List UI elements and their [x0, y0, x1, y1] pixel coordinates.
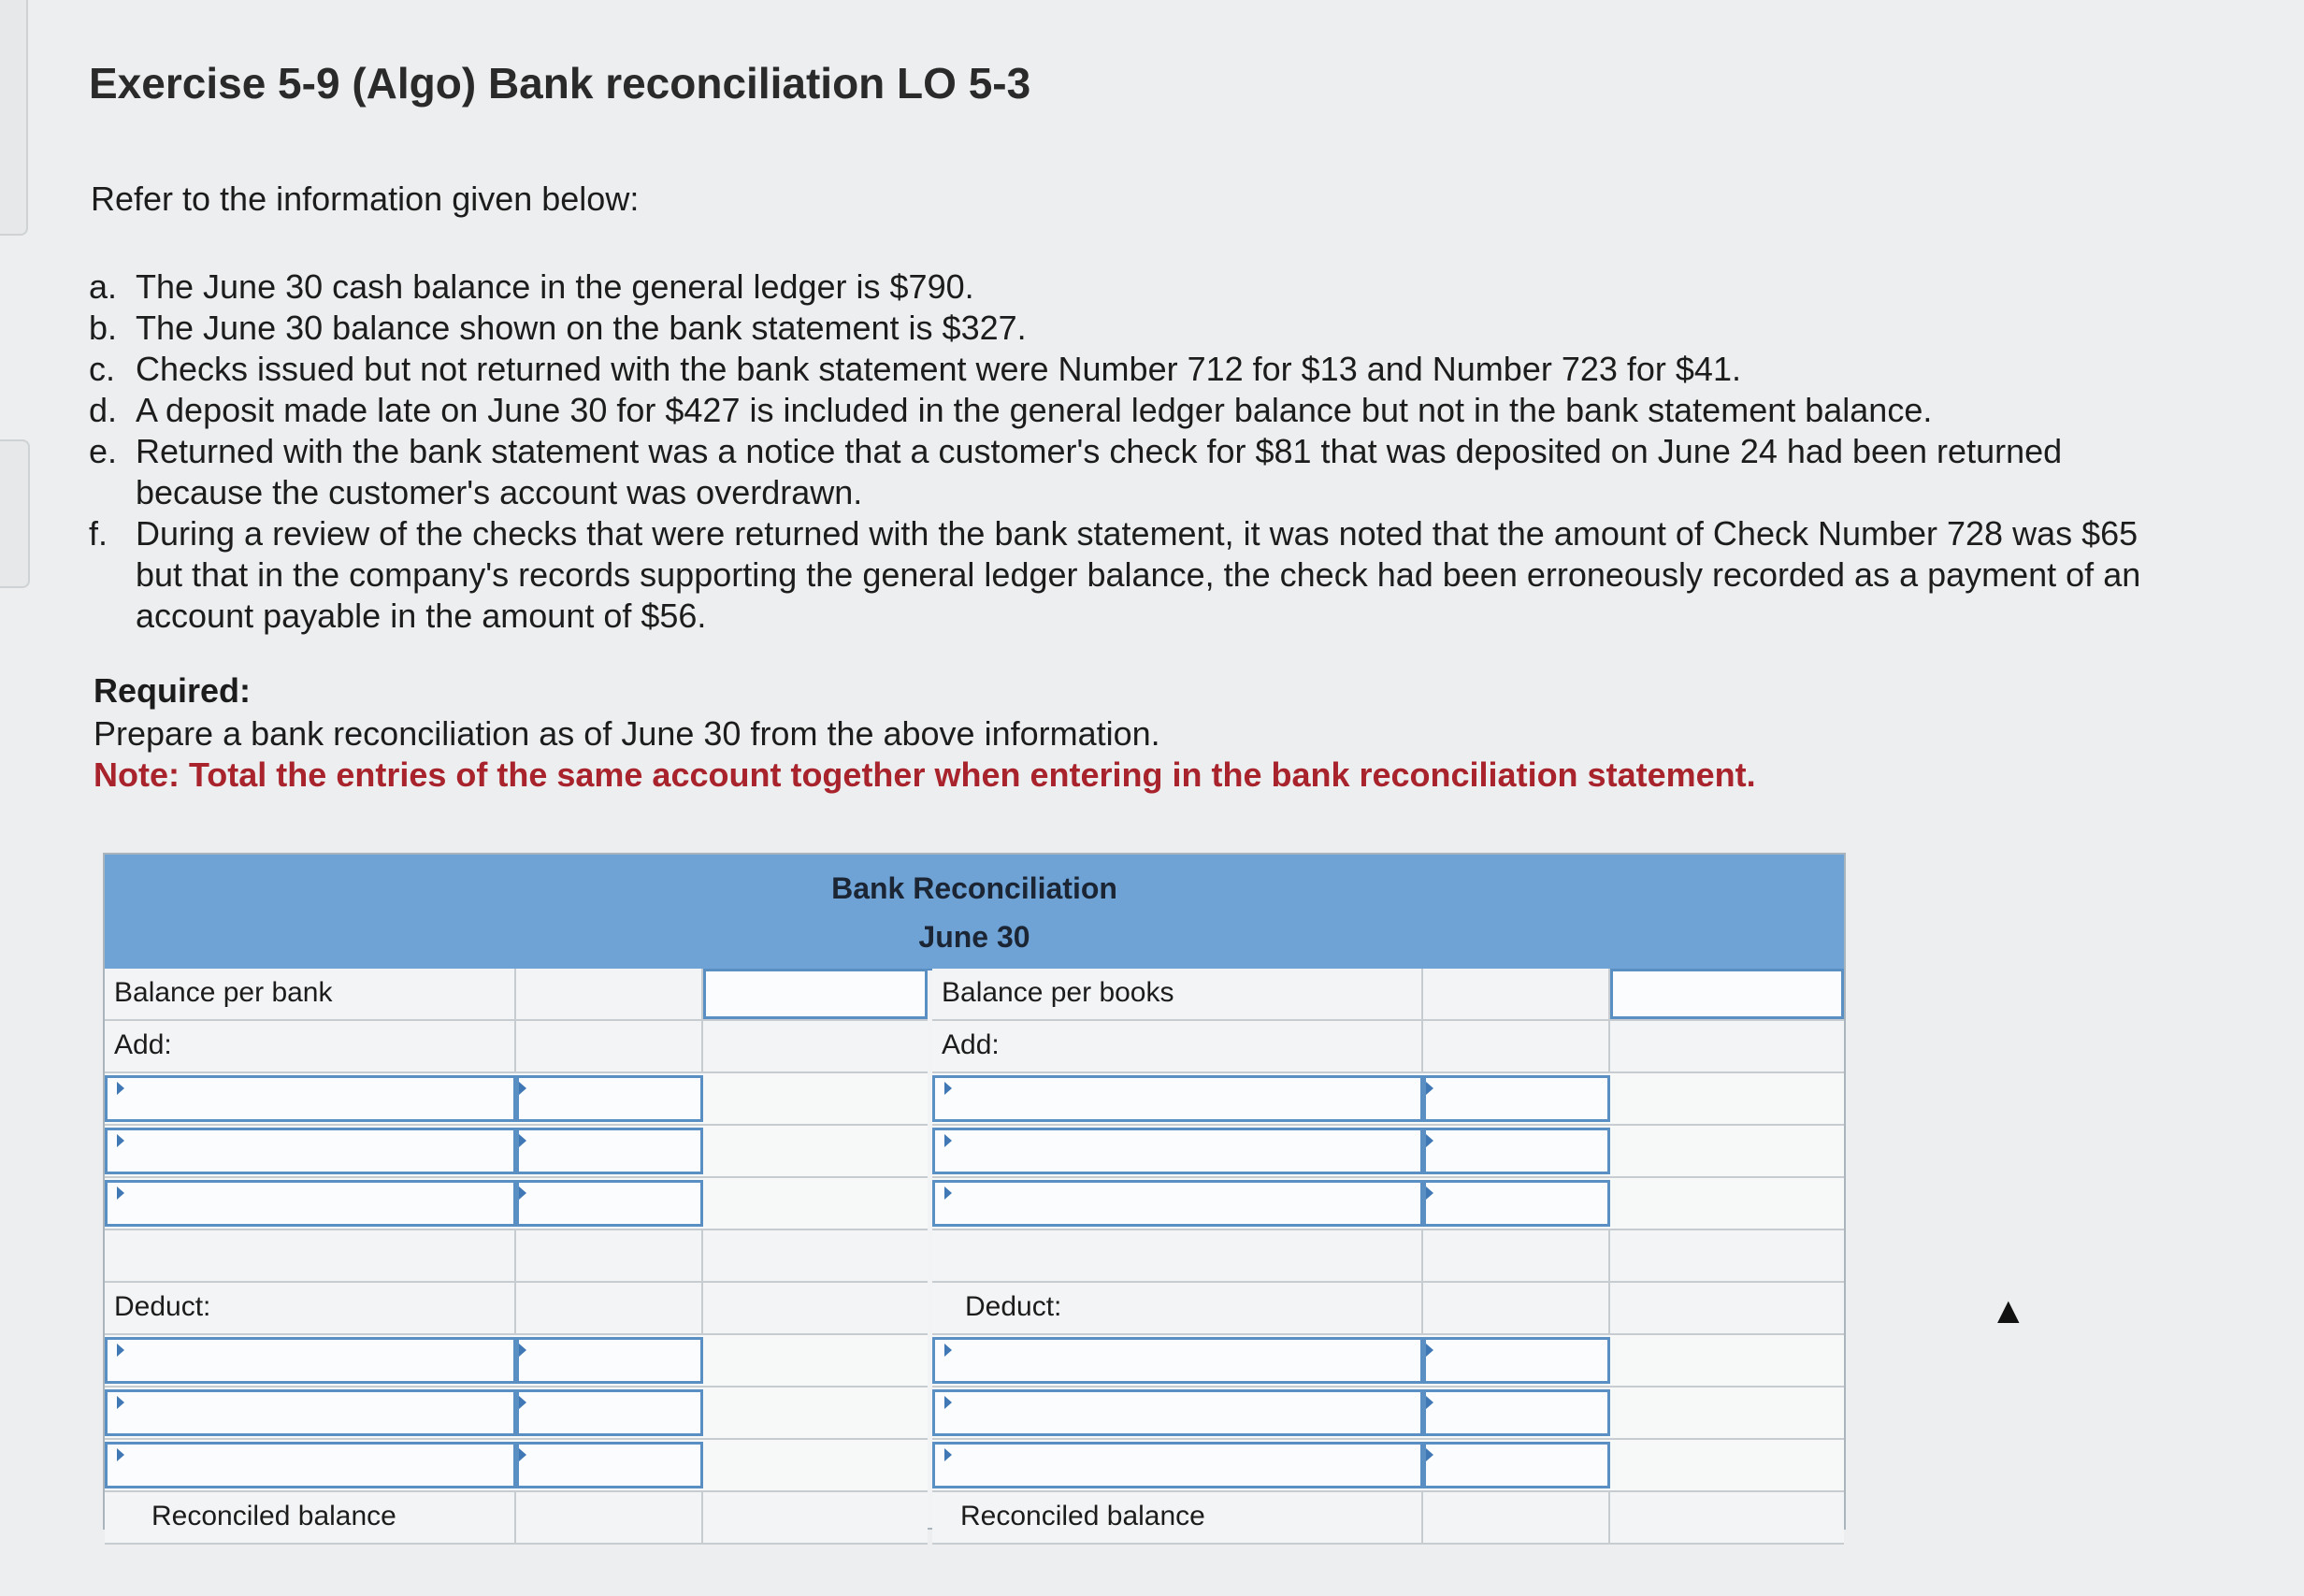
- amount-cell: [516, 969, 703, 1019]
- dropdown-marker-icon: [117, 1396, 124, 1409]
- input-marker-icon: [519, 1448, 526, 1461]
- dropdown-marker-icon: [117, 1344, 124, 1357]
- input-marker-icon: [1426, 1082, 1433, 1095]
- add-row: [105, 1021, 928, 1073]
- item-text: Checks issued but not returned with the bank statement were Number 712 for $13 and Number 723 for $41.: [136, 350, 1741, 388]
- item-letter: e.: [89, 432, 118, 470]
- add-label: Add:: [932, 1021, 1423, 1071]
- amount-cell: [1610, 1178, 1844, 1229]
- input-marker-icon: [519, 1186, 526, 1200]
- amount-cell: [1610, 1283, 1844, 1333]
- amount-cell: [516, 1492, 703, 1543]
- page-title: Exercise 5-9 (Algo) Bank reconciliation LO 5-3: [89, 59, 1031, 108]
- bank-deduct-description-select[interactable]: [105, 1442, 516, 1488]
- book-add-description-select[interactable]: [932, 1128, 1423, 1174]
- item-letter: d.: [89, 391, 118, 429]
- input-marker-icon: [519, 1396, 526, 1409]
- list-item: [89, 349, 2193, 390]
- item-text: Returned with the bank statement was a notice that a customer's check for $81 that was deposited on June 24 had been returned because the customer's account was overdrawn.: [136, 432, 2063, 511]
- bank-deduct-amount-input[interactable]: [516, 1442, 703, 1488]
- required-note: Note: Total the entries of the same account together when entering in the bank reconciliation statement.: [94, 755, 1756, 794]
- amount-cell: [1610, 1126, 1844, 1176]
- book-deduct-description-select[interactable]: [932, 1389, 1423, 1436]
- amount-cell: [703, 1021, 928, 1071]
- dropdown-marker-icon: [117, 1186, 124, 1200]
- deduct-row: [105, 1283, 928, 1335]
- item-letter: b.: [89, 309, 118, 347]
- bank-side: [105, 969, 928, 1545]
- bank-add-description-select[interactable]: [105, 1180, 516, 1227]
- book-add-entry-row: [932, 1178, 1844, 1230]
- dropdown-marker-icon: [944, 1082, 952, 1095]
- deduct-row: [932, 1283, 1844, 1335]
- book-deduct-amount-input[interactable]: [1423, 1442, 1610, 1488]
- dropdown-marker-icon: [117, 1448, 124, 1461]
- balance-per-books-input[interactable]: [1610, 969, 1844, 1019]
- amount-cell: [703, 1126, 928, 1176]
- amount-cell: [703, 1335, 928, 1386]
- add-label: Add:: [105, 1021, 516, 1071]
- deduct-label: Deduct:: [932, 1283, 1423, 1333]
- item-text: The June 30 cash balance in the general ledger is $790.: [136, 267, 974, 306]
- dropdown-marker-icon: [944, 1344, 952, 1357]
- amount-cell: [703, 1440, 928, 1490]
- amount-cell: [516, 1283, 703, 1333]
- amount-cell: [1423, 1492, 1610, 1543]
- bank-deduct-amount-input[interactable]: [516, 1389, 703, 1436]
- bank-add-entry-row: [105, 1126, 928, 1178]
- deduct-label: Deduct:: [105, 1283, 516, 1333]
- bank-add-description-select[interactable]: [105, 1075, 516, 1122]
- balance-per-books-row: [932, 969, 1844, 1021]
- list-item: [89, 431, 2193, 513]
- amount-cell: [1610, 1335, 1844, 1386]
- side-panel-edge-lower: [0, 439, 30, 588]
- balance-per-bank-row: [105, 969, 928, 1021]
- amount-cell: [1610, 1021, 1844, 1071]
- book-deduct-entry-row: [932, 1440, 1844, 1492]
- side-panel-edge: [0, 0, 28, 236]
- input-marker-icon: [519, 1082, 526, 1095]
- add-row: [932, 1021, 1844, 1073]
- amount-cell: [703, 1283, 928, 1333]
- balance-per-bank-label: Balance per bank: [105, 969, 516, 1019]
- book-add-description-select[interactable]: [932, 1075, 1423, 1122]
- book-add-total-row: [932, 1230, 1844, 1283]
- amount-cell: [703, 1178, 928, 1229]
- bank-add-description-select[interactable]: [105, 1128, 516, 1174]
- dropdown-marker-icon: [944, 1396, 952, 1409]
- intro-text: Refer to the information given below:: [91, 180, 640, 218]
- dropdown-marker-icon: [944, 1186, 952, 1200]
- book-add-description-select[interactable]: [932, 1180, 1423, 1227]
- item-text: The June 30 balance shown on the bank statement is $327.: [136, 309, 1027, 347]
- book-deduct-amount-input[interactable]: [1423, 1389, 1610, 1436]
- item-text: A deposit made late on June 30 for $427 is included in the general ledger balance but not in the bank statement balance.: [136, 391, 1933, 429]
- bank-add-entry-row: [105, 1073, 928, 1126]
- table-date: June 30: [918, 920, 1030, 954]
- bank-add-amount-input[interactable]: [516, 1075, 703, 1122]
- dropdown-marker-icon: [117, 1134, 124, 1147]
- input-marker-icon: [1426, 1134, 1433, 1147]
- amount-cell: [1423, 969, 1610, 1019]
- bank-add-total-input[interactable]: [703, 1230, 928, 1281]
- required-heading: Required:: [94, 671, 252, 710]
- table-header: [105, 855, 1844, 971]
- book-add-entry-row: [932, 1126, 1844, 1178]
- input-marker-icon: [519, 1134, 526, 1147]
- table-title: Bank Reconciliation: [831, 871, 1117, 905]
- book-reconciled-row: [932, 1492, 1844, 1545]
- amount-cell: [1423, 1230, 1610, 1281]
- bank-reconciliation-table: [103, 853, 1846, 1530]
- bank-add-amount-input[interactable]: [516, 1128, 703, 1174]
- dropdown-marker-icon: [117, 1082, 124, 1095]
- input-marker-icon: [1426, 1186, 1433, 1200]
- amount-cell: [703, 1388, 928, 1438]
- list-item: [89, 308, 2193, 349]
- book-add-amount-input[interactable]: [1423, 1075, 1610, 1122]
- book-add-entry-row: [932, 1073, 1844, 1126]
- amount-cell: [516, 1021, 703, 1071]
- info-list: [89, 266, 2193, 637]
- reconciled-balance-label: Reconciled balance: [105, 1492, 516, 1543]
- balance-per-bank-input[interactable]: [703, 969, 928, 1019]
- item-letter: c.: [89, 350, 116, 388]
- book-deduct-amount-input[interactable]: [1423, 1337, 1610, 1384]
- blank-cell: [105, 1230, 516, 1281]
- bank-deduct-description-select[interactable]: [105, 1389, 516, 1436]
- item-text: During a review of the checks that were returned with the bank statement, it was noted that the amount of Check Number 728 was $65 but that in the company's records supporting the general ledger balance, the check had been erroneously recorded as a payment of an account payable in the amount of $56.: [136, 514, 2141, 635]
- book-side: [932, 969, 1844, 1545]
- mouse-pointer-icon: ▲: [1990, 1290, 2027, 1331]
- item-letter: a.: [89, 267, 118, 306]
- bank-deduct-entry-row: [105, 1388, 928, 1440]
- bank-deduct-description-select[interactable]: [105, 1337, 516, 1384]
- book-deduct-entry-row: [932, 1335, 1844, 1388]
- list-item: [89, 390, 2193, 431]
- book-deduct-description-select[interactable]: [932, 1442, 1423, 1488]
- dropdown-marker-icon: [944, 1448, 952, 1461]
- bank-reconciled-balance-input[interactable]: [703, 1492, 928, 1543]
- amount-cell: [1610, 1440, 1844, 1490]
- book-add-amount-input[interactable]: [1423, 1180, 1610, 1227]
- amount-cell: [1423, 1021, 1610, 1071]
- dropdown-marker-icon: [944, 1134, 952, 1147]
- amount-cell: [703, 1073, 928, 1124]
- book-add-total-input[interactable]: [1610, 1230, 1844, 1281]
- input-marker-icon: [1426, 1448, 1433, 1461]
- book-add-amount-input[interactable]: [1423, 1128, 1610, 1174]
- bank-add-total-row: [105, 1230, 928, 1283]
- amount-cell: [1610, 1073, 1844, 1124]
- list-item: [89, 513, 2193, 637]
- bank-deduct-entry-row: [105, 1440, 928, 1492]
- book-reconciled-balance-input[interactable]: [1610, 1492, 1844, 1543]
- bank-deduct-entry-row: [105, 1335, 928, 1388]
- balance-per-books-label: Balance per books: [932, 969, 1423, 1019]
- blank-cell: [932, 1230, 1423, 1281]
- input-marker-icon: [1426, 1344, 1433, 1357]
- input-marker-icon: [519, 1344, 526, 1357]
- input-marker-icon: [1426, 1396, 1433, 1409]
- item-letter: f.: [89, 514, 108, 553]
- bank-deduct-amount-input[interactable]: [516, 1337, 703, 1384]
- book-deduct-entry-row: [932, 1388, 1844, 1440]
- bank-reconciled-row: [105, 1492, 928, 1545]
- amount-cell: [1423, 1283, 1610, 1333]
- list-item: [89, 266, 2193, 308]
- required-text: Prepare a bank reconciliation as of June 30 from the above information.: [94, 714, 1160, 753]
- amount-cell: [1610, 1388, 1844, 1438]
- reconciled-balance-label: Reconciled balance: [932, 1492, 1423, 1543]
- amount-cell: [516, 1230, 703, 1281]
- bank-add-entry-row: [105, 1178, 928, 1230]
- bank-add-amount-input[interactable]: [516, 1180, 703, 1227]
- book-deduct-description-select[interactable]: [932, 1337, 1423, 1384]
